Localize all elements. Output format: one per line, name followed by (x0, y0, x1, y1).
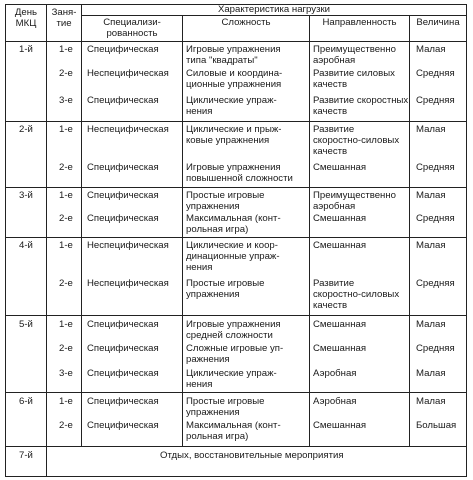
cell-direction: Развитие скоростно-силовых качеств (313, 278, 400, 311)
cell-lesson: 2-е (59, 162, 73, 173)
header-lesson (48, 7, 80, 29)
cell-specialization: Неспецифическая (87, 124, 169, 135)
header-lesson-line1: Заня- (51, 7, 77, 18)
cell-complexity: Игровые упражнения типа "квадраты" (186, 44, 281, 66)
cell-lesson: 2-е (59, 278, 73, 289)
cell-lesson: 1-е (59, 44, 73, 55)
cell-specialization: Специфическая (87, 343, 159, 354)
cell-lesson: 2-е (59, 68, 73, 79)
cell-direction: Аэробная (313, 368, 357, 379)
cell-specialization: Специфическая (87, 368, 159, 379)
header-spec-line1: Специализи- (103, 17, 161, 28)
cell-magnitude: Малая (416, 190, 446, 201)
cell-lesson: 3-е (59, 95, 73, 106)
cell-lesson: 1-е (59, 124, 73, 135)
header-day-line1: День (14, 7, 38, 18)
cell-direction: Смешанная (313, 162, 367, 173)
cell-day: 6-й (19, 396, 33, 407)
cell-direction: Преимущественно аэробная (313, 190, 396, 212)
header-magnitude: Величина (416, 17, 460, 28)
cell-complexity: Простые игровые упражнения (186, 190, 265, 212)
cell-magnitude: Средняя (416, 68, 455, 79)
cell-lesson: 1-е (59, 240, 73, 251)
cell-complexity: Циклические и коор- динационные упраж- нения (186, 240, 280, 273)
rule-day2-end (5, 187, 467, 188)
cell-magnitude: Средняя (416, 162, 455, 173)
cell-complexity: Максимальная (конт- рольная игра) (186, 420, 281, 442)
cell-direction: Развитие силовых качеств (313, 68, 395, 90)
cell-complexity: Циклические и прыж- ковые упражнения (186, 124, 282, 146)
cell-magnitude: Малая (416, 319, 446, 330)
cell-day: 1-й (19, 44, 33, 55)
cell-direction: Смешанная (313, 213, 367, 224)
cell-specialization: Неспецифическая (87, 240, 169, 251)
rule-right (466, 4, 467, 477)
rule-bottom (5, 476, 467, 477)
cell-complexity: Максимальная (конт- рольная игра) (186, 213, 281, 235)
header-direction: Направленность (322, 17, 397, 28)
last-row-text: Отдых, восстановительные мероприятия (160, 450, 344, 461)
cell-magnitude: Малая (416, 44, 446, 55)
cell-magnitude: Средняя (416, 343, 455, 354)
cell-magnitude: Малая (416, 368, 446, 379)
cell-complexity: Простые игровые упражнения (186, 278, 265, 300)
last-row-day: 7-й (19, 450, 33, 461)
rule-lesson-spec (81, 4, 82, 446)
cell-magnitude: Средняя (416, 213, 455, 224)
cell-complexity: Сложные игровые уп- ражнения (186, 343, 284, 365)
rule-direction-magnitude (409, 15, 410, 446)
rule-left (5, 4, 6, 477)
cell-complexity: Циклические упраж- нения (186, 368, 277, 390)
cell-specialization: Неспецифическая (87, 68, 169, 79)
cell-specialization: Специфическая (87, 396, 159, 407)
header-day-line2: МКЦ (15, 18, 37, 29)
cell-lesson: 1-е (59, 190, 73, 201)
cell-direction: Смешанная (313, 420, 367, 431)
cell-direction: Развитие скоростно-силовых качеств (313, 124, 400, 157)
cell-day: 2-й (19, 124, 33, 135)
cell-lesson: 1-е (59, 396, 73, 407)
cell-magnitude: Средняя (416, 278, 455, 289)
cell-day: 5-й (19, 319, 33, 330)
header-day (9, 7, 43, 29)
cell-specialization: Специфическая (87, 162, 159, 173)
cell-magnitude: Большая (416, 420, 457, 431)
rule-day4-end (5, 315, 467, 316)
header-specialization (82, 17, 182, 39)
cell-day: 4-й (19, 240, 33, 251)
cell-magnitude: Малая (416, 240, 446, 251)
cell-complexity: Циклические упраж- нения (186, 95, 277, 117)
cell-complexity: Силовые и координа- ционные упражнения (186, 68, 283, 90)
rule-day5-end (5, 392, 467, 393)
header-group: Характеристика нагрузки (217, 4, 331, 15)
cell-magnitude: Малая (416, 124, 446, 135)
header-spec-line2: рованность (106, 28, 158, 39)
cell-specialization: Специфическая (87, 420, 159, 431)
rule-day6-end (5, 446, 467, 447)
cell-lesson: 1-е (59, 319, 73, 330)
cell-specialization: Специфическая (87, 319, 159, 330)
rule-day3-end (5, 237, 467, 238)
cell-direction: Аэробная (313, 396, 357, 407)
cell-complexity: Простые игровые упражнения (186, 396, 265, 418)
rule-complexity-direction (309, 15, 310, 446)
cell-complexity: Игровые упражнения средней сложности (186, 319, 281, 341)
cell-direction: Развитие скоростных качеств (313, 95, 409, 117)
header-lesson-line2: тие (56, 18, 72, 29)
cell-specialization: Специфическая (87, 95, 159, 106)
header-complexity: Сложность (221, 17, 271, 28)
cell-lesson: 2-е (59, 420, 73, 431)
cell-lesson: 2-е (59, 343, 73, 354)
cell-direction: Преимущественно аэробная (313, 44, 396, 66)
cell-direction: Смешанная (313, 319, 367, 330)
cell-specialization: Неспецифическая (87, 278, 169, 289)
rule-header-bottom (5, 41, 467, 42)
rule-day1-end (5, 121, 467, 122)
cell-direction: Смешанная (313, 343, 367, 354)
cell-magnitude: Малая (416, 396, 446, 407)
cell-direction: Смешанная (313, 240, 367, 251)
cell-specialization: Специфическая (87, 44, 159, 55)
cell-lesson: 2-е (59, 213, 73, 224)
cell-specialization: Специфическая (87, 213, 159, 224)
rule-day-lesson (46, 4, 47, 477)
cell-day: 3-й (19, 190, 33, 201)
rule-spec-complexity (182, 15, 183, 446)
cell-specialization: Специфическая (87, 190, 159, 201)
cell-magnitude: Средняя (416, 95, 455, 106)
cell-complexity: Игровые упражнения повышенной сложности (186, 162, 293, 184)
cell-lesson: 3-е (59, 368, 73, 379)
